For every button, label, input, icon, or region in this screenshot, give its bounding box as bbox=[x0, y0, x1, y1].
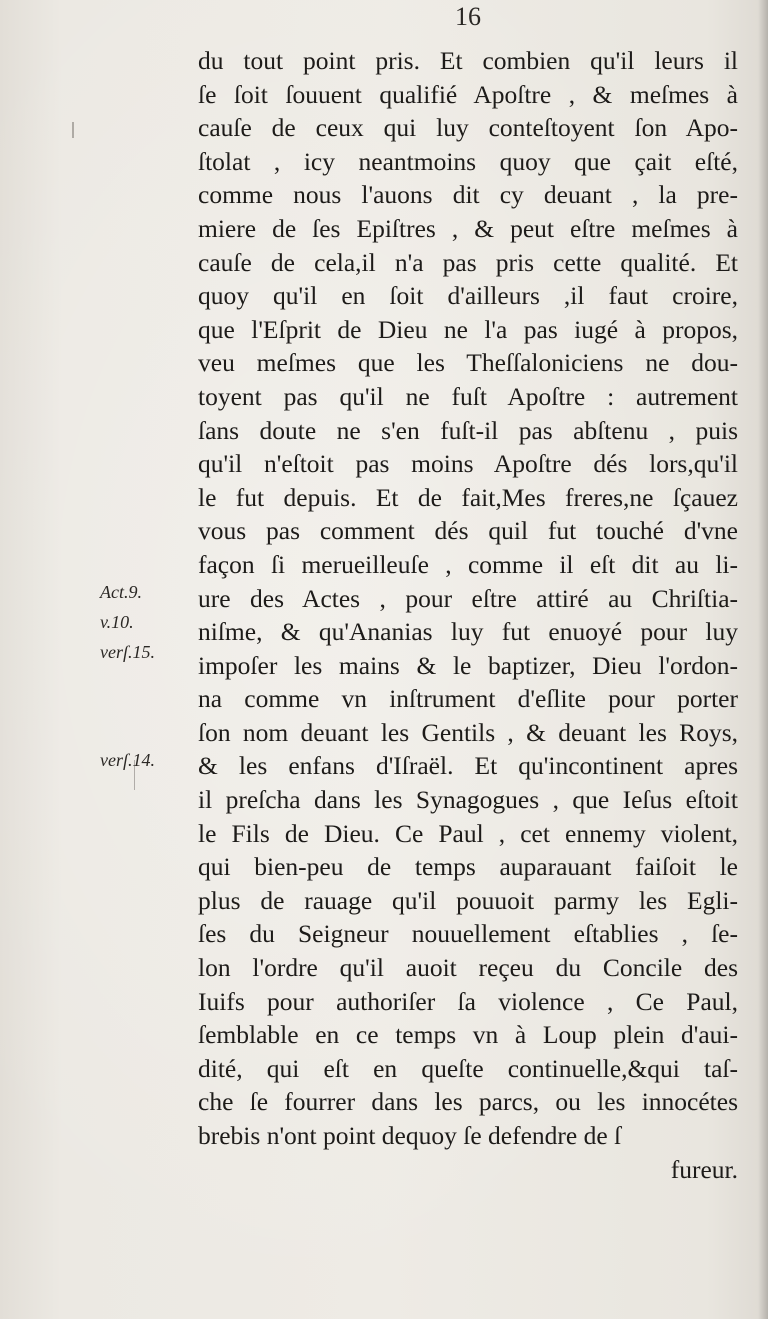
text-line: vous pas comment dés quil fut touché d'vne bbox=[198, 516, 738, 546]
text-line: che ſe fourrer dans les parcs, ou les innocétes bbox=[198, 1087, 738, 1117]
text-line: comme nous l'auons dit cy deuant , la pre- bbox=[198, 180, 738, 210]
text-line: quoy qu'il en ſoit d'ailleurs ,il faut croire, bbox=[198, 281, 738, 311]
text-line: brebis n'ont point dequoy ſe defendre de ſ bbox=[198, 1121, 622, 1150]
text-line: le fut depuis. Et de fait,Mes freres,ne ſçauez bbox=[198, 482, 738, 512]
text-line: il preſcha dans les Synagogues , que Ieſus eſtoit bbox=[198, 785, 738, 815]
text-line: que l'Eſprit de Dieu ne l'a pas iugé à propos, bbox=[198, 314, 738, 344]
text-line: ſes du Seigneur nouuellement eſtablies , ſe- bbox=[198, 919, 738, 949]
text-line: cauſe de cela,il n'a pas pris cette qualité. Et bbox=[198, 247, 738, 277]
text-line: na comme vn inſtrument d'eſlite pour porter bbox=[198, 684, 738, 714]
text-line: cauſe de ceux qui luy conteſtoyent ſon Apo- bbox=[198, 113, 738, 143]
text-line: niſme, & qu'Ananias luy fut enuoyé pour luy bbox=[198, 617, 738, 647]
text-line: du tout point pris. Et combien qu'il leurs il bbox=[198, 46, 738, 75]
text-line: plus de rauage qu'il pouuoit parmy les Egli- bbox=[198, 885, 738, 915]
margin-note-verse-15: verſ.15. bbox=[100, 642, 155, 662]
text-line: le Fils de Dieu. Ce Paul , cet ennemy violent, bbox=[198, 818, 738, 848]
margin-note-acts: Act.9. bbox=[100, 582, 142, 602]
text-line: veu meſmes que les Theſſaloniciens ne dou- bbox=[198, 348, 738, 378]
margin-speck bbox=[134, 760, 135, 790]
body-text bbox=[198, 44, 738, 1186]
text-line: ure des Actes , pour eſtre attiré au Chriſtia- bbox=[198, 583, 738, 613]
text-line: façon ſi merueilleuſe , comme il eſt dit au li- bbox=[198, 549, 738, 579]
margin-note-verse-10: v.10. bbox=[100, 612, 134, 632]
text-line: miere de ſes Epiſtres , & peut eſtre meſmes à bbox=[198, 213, 738, 243]
text-line: impoſer les mains & le baptizer, Dieu l'ordon- bbox=[198, 650, 738, 680]
text-line: fureur. bbox=[670, 1154, 738, 1184]
text-line: qui bien-peu de temps auparauant faiſoit le bbox=[198, 852, 738, 882]
text-line: ſtolat , icy neantmoins quoy que çait eſté, bbox=[198, 146, 738, 176]
page-number: 16 bbox=[455, 2, 481, 31]
text-line: dité, qui eſt en queſte continuelle,&qui taſ- bbox=[198, 1053, 738, 1083]
text-line: ſans doute ne s'en fuſt-il pas abſtenu , puis bbox=[198, 415, 738, 445]
text-line: lon l'ordre qu'il auoit reçeu du Concile des bbox=[198, 953, 738, 983]
margin-note-verse-14: verſ.14. bbox=[100, 750, 155, 770]
text-line: qu'il n'eſtoit pas moins Apoſtre dés lors,qu'il bbox=[198, 449, 738, 479]
margin-speck bbox=[72, 122, 74, 138]
text-line: ſon nom deuant les Gentils , & deuant les Roys, bbox=[198, 717, 738, 747]
text-line: ſe ſoit ſouuent qualifié Apoſtre , & meſmes à bbox=[198, 79, 738, 109]
text-line: & les enfans d'Iſraël. Et qu'incontinent apres bbox=[198, 751, 738, 781]
text-line: toyent pas qu'il ne fuſt Apoſtre : autrement bbox=[198, 381, 738, 411]
text-line: ſemblable en ce temps vn à Loup plein d'aui- bbox=[198, 1020, 738, 1050]
page-edge-shadow bbox=[758, 0, 768, 1319]
text-line: Iuifs pour authoriſer ſa violence , Ce Paul, bbox=[198, 986, 738, 1016]
